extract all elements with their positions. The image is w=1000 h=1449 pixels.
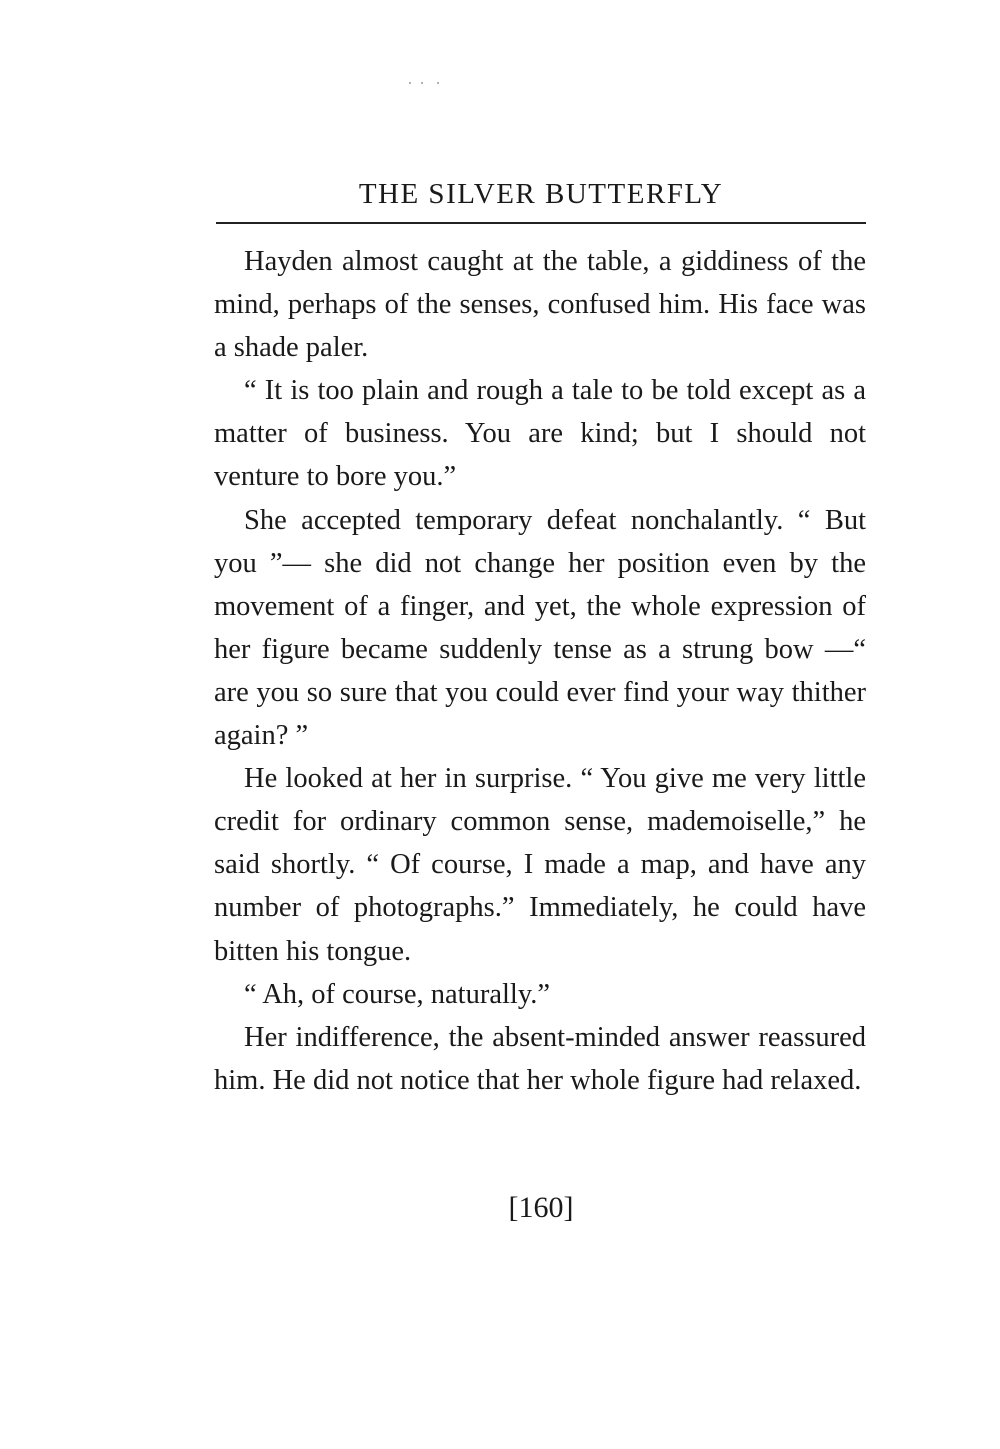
header-rule — [216, 222, 866, 224]
paragraph: “ It is too plain and rough a tale to be told except as a matter of business. You are kind; but I should not venture to bore you.” — [214, 375, 866, 493]
paragraph: “ Ah, of course, naturally.” — [244, 978, 550, 1010]
scan-speck — [407, 78, 441, 86]
running-head: THE SILVER BUTTERFLY — [358, 178, 724, 210]
paragraph: He looked at her in surprise. “ You give me very little credit for ordinary common sense, mademoiselle,” he said shortly. “ Of course, I made a map, and have any number of photographs.” Immediately, he could have bitten his tongue. — [214, 763, 866, 967]
paragraph: Her indifference, the absent-minded answer reassured him. He did not notice that her whole figure had relaxed. — [214, 1021, 866, 1096]
paragraph: Hayden almost caught at the table, a giddiness of the mind, perhaps of the senses, confused him. His face was a shade paler. — [214, 246, 866, 364]
page-number: [160] — [508, 1191, 574, 1224]
paragraph: She accepted temporary defeat nonchalantly. “ But you ”— she did not change her position even by the movement of a finger, and yet, the whole expression of her figure became suddenly tense as a strung bow —“ are you so sure that you could ever find your way thither again? ” — [214, 504, 866, 752]
body-text — [214, 240, 866, 1102]
